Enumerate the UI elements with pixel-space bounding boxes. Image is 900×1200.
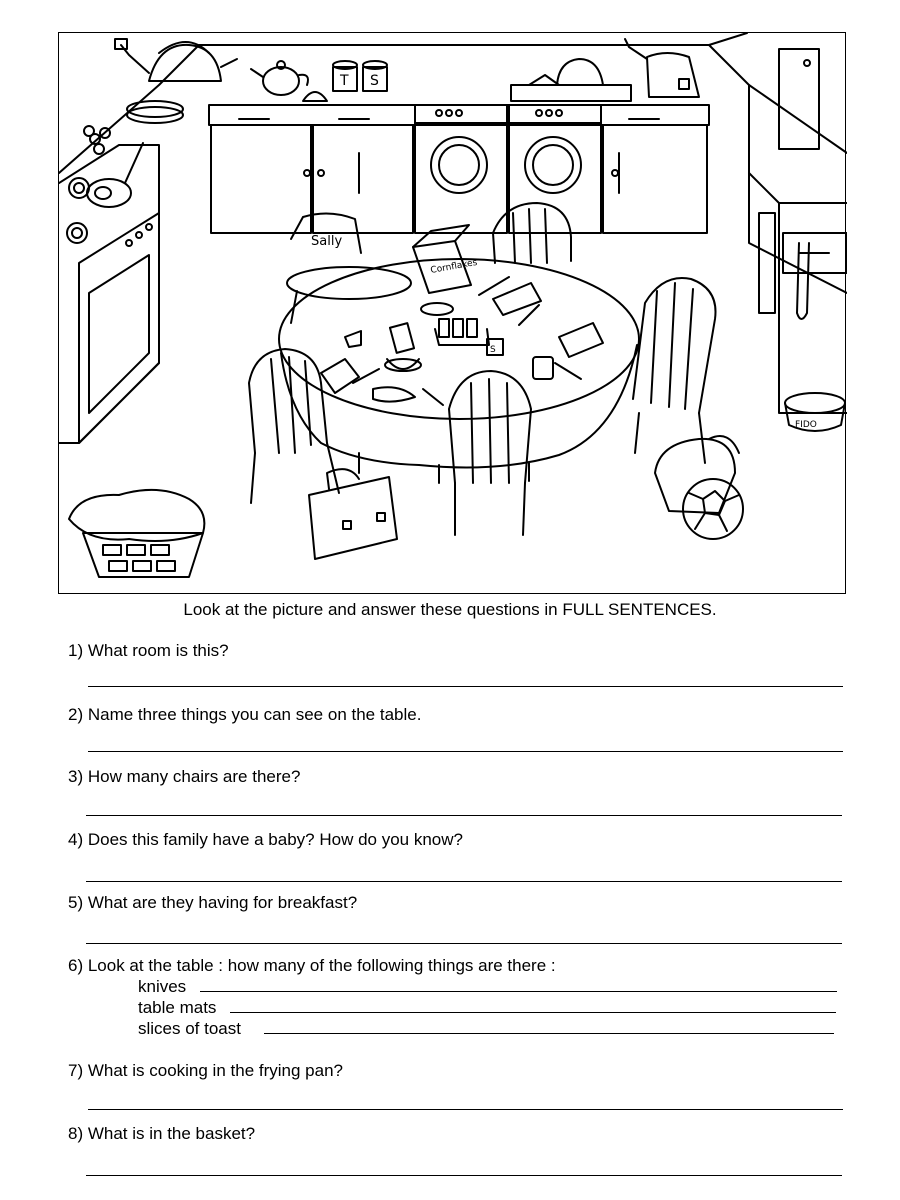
cereal-box-label: Cornflakes [429, 257, 479, 276]
answer-line-3[interactable] [86, 815, 842, 816]
question-4: 4) Does this family have a baby? How do you know? [68, 830, 463, 849]
football [683, 479, 743, 539]
question-1: 1) What room is this? [68, 641, 229, 660]
question-3: 3) How many chairs are there? [68, 767, 301, 786]
teapot [251, 61, 308, 95]
tin-t-label: T [340, 73, 349, 89]
question-2: 2) Name three things you can see on the table. [68, 705, 422, 724]
item-knives: knives [138, 977, 187, 996]
laundry-basket [69, 490, 204, 577]
answer-line-1[interactable] [88, 686, 843, 687]
high-chair [287, 213, 411, 323]
chair-front [449, 371, 531, 535]
answer-line-4[interactable] [86, 881, 842, 882]
answer-line-knives[interactable] [200, 991, 837, 992]
toaster [625, 39, 699, 97]
right-cupboards [709, 33, 847, 413]
answer-line-8[interactable] [86, 1175, 842, 1176]
jar-label: S [490, 345, 496, 355]
school-bag [309, 469, 397, 559]
answer-line-slices-of-toast[interactable] [264, 1033, 834, 1034]
tin-s-label: S [370, 73, 379, 89]
table-items [321, 277, 603, 405]
frying-pan [84, 126, 143, 207]
question-5: 5) What are they having for breakfast? [68, 893, 358, 912]
question-8: 8) What is in the basket? [68, 1124, 256, 1143]
item-table-mats: table mats [138, 998, 217, 1017]
kitchen-illustration [58, 32, 846, 594]
instructions: Look at the picture and answer these questions in FULL SENTENCES. [183, 600, 717, 619]
dog-bowl-label: FIDO [795, 420, 817, 430]
answer-line-table-mats[interactable] [230, 1012, 836, 1013]
answer-line-2[interactable] [88, 751, 843, 752]
item-slices-of-toast: slices of toast [138, 1019, 241, 1038]
answer-line-7[interactable] [88, 1109, 843, 1110]
question-6: 6) Look at the table : how many of the following things are there : [68, 956, 556, 975]
wall-lines [59, 45, 847, 173]
tins [333, 61, 387, 91]
dog-lead [797, 243, 809, 319]
table [279, 259, 639, 483]
answer-line-5[interactable] [86, 943, 842, 944]
question-7: 7) What is cooking in the frying pan? [68, 1061, 343, 1080]
chair-right [633, 278, 716, 463]
high-chair-label: Sally [311, 234, 343, 249]
bread-board [511, 59, 631, 101]
